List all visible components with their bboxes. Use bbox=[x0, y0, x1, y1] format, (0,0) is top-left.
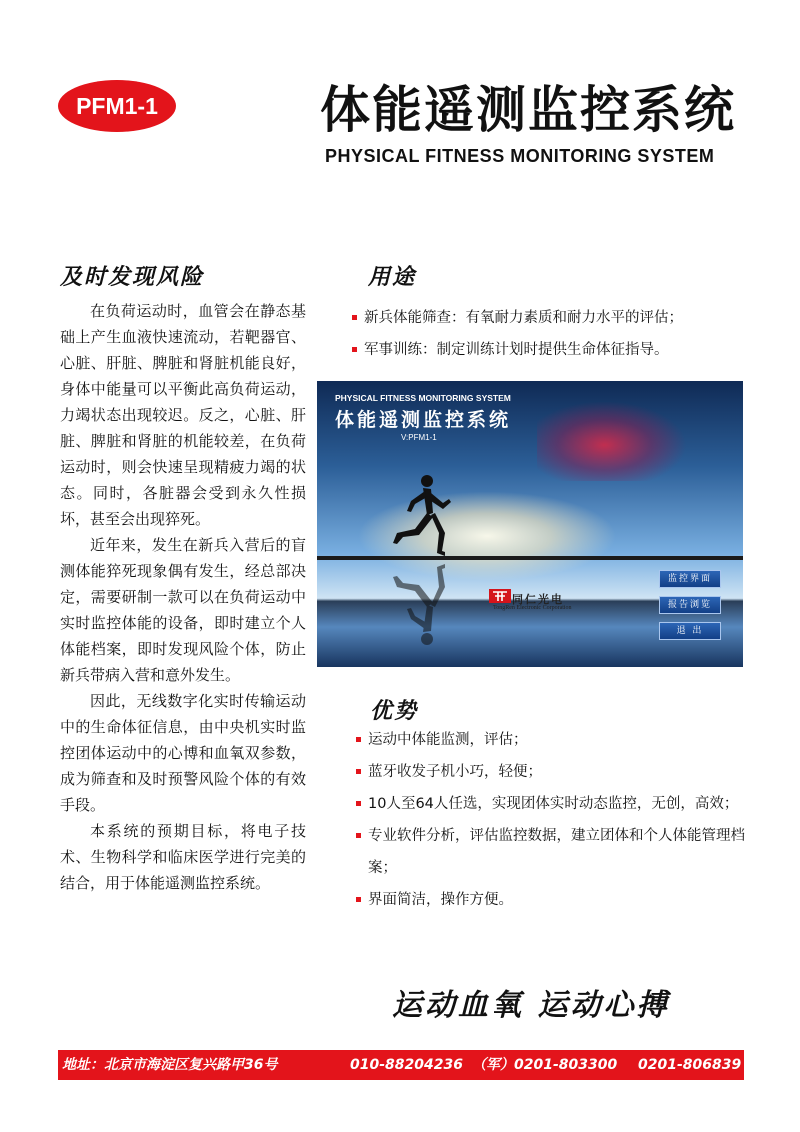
hero-title-en: PHYSICAL FITNESS MONITORING SYSTEM bbox=[335, 393, 511, 403]
page-title: 体能遥测监控系统 bbox=[320, 81, 736, 139]
list-item bbox=[356, 756, 746, 788]
exit-button[interactable]: 退 出 bbox=[659, 622, 721, 640]
uses-item-text: 新兵体能筛查：有氧耐力素质和耐力水平的评估； bbox=[364, 310, 683, 326]
page-subtitle: PHYSICAL FITNESS MONITORING SYSTEM bbox=[325, 146, 715, 166]
bullet-square-icon bbox=[352, 347, 357, 352]
advantage-item-text: 运动中体能监测，评估； bbox=[368, 732, 528, 748]
list-item bbox=[356, 724, 746, 756]
bullet-square-icon bbox=[356, 801, 361, 806]
risk-paragraph: 近年来，发生在新兵入营后的盲测体能猝死现象偶有发生，经总部决定，需要研制一款可以在负荷运动中实时监控体能的设备，即时建立个人体能档案，即时发现风险个体，防止新兵带病入营和意外发生。 bbox=[60, 536, 306, 684]
bullet-square-icon bbox=[356, 833, 361, 838]
uses-list bbox=[352, 302, 752, 366]
list-item bbox=[352, 302, 752, 334]
uses-item-text: 军事训练：制定训练计划时提供生命体征指导。 bbox=[364, 342, 669, 358]
red-cloud bbox=[537, 401, 687, 481]
slogan: 运动血氧 运动心搏 bbox=[392, 988, 670, 1023]
software-screenshot bbox=[317, 381, 743, 667]
runner-silhouette-icon bbox=[387, 473, 457, 559]
footer-bar bbox=[58, 1050, 744, 1080]
footer-phone-military: （军）0201-803300 bbox=[472, 1057, 618, 1073]
advantage-item-text: 10人至64人任选，实现团体实时动态监控，无创，高效； bbox=[368, 796, 739, 812]
list-item bbox=[356, 884, 746, 916]
risk-heading: 及时发现风险 bbox=[60, 265, 205, 290]
risk-paragraph: 本系统的预期目标，将电子技术、生物科学和临床医学进行完美的结合，用于体能遥测监控系统。 bbox=[60, 822, 306, 892]
footer-phone: 010-88204236 bbox=[350, 1057, 463, 1073]
advantage-item-text: 专业软件分析，评估监控数据，建立团体和个人体能管理档案； bbox=[368, 828, 745, 876]
risk-paragraph: 因此，无线数字化实时传输运动中的生命体征信息，由中央机实时监控团体运动中的心博和血氧双参数，成为筛查和及时预警风险个体的有效手段。 bbox=[60, 692, 306, 814]
monitor-interface-button[interactable]: 监控界面 bbox=[659, 570, 721, 588]
footer-address: 地址：北京市海淀区复兴路甲36号 bbox=[62, 1057, 278, 1073]
advantages-heading: 优势 bbox=[370, 699, 419, 724]
advantage-item-text: 蓝牙收发子机小巧，轻便； bbox=[368, 764, 542, 780]
company-name-en: TongRen Electronic Corporation bbox=[493, 605, 572, 611]
model-badge: PFM1-1 bbox=[58, 80, 176, 132]
bullet-square-icon bbox=[356, 769, 361, 774]
advantages-list bbox=[356, 724, 746, 916]
horizon-line bbox=[317, 556, 743, 560]
list-item bbox=[356, 820, 746, 884]
risk-text bbox=[60, 298, 306, 896]
bullet-square-icon bbox=[356, 737, 361, 742]
footer-phone: 0201-806839 bbox=[638, 1057, 742, 1073]
advantage-item-text: 界面简洁，操作方便。 bbox=[368, 892, 513, 908]
bullet-square-icon bbox=[352, 315, 357, 320]
company-logo-icon bbox=[489, 589, 511, 603]
risk-paragraph: 在负荷运动时，血管会在静态基础上产生血液快速流动，若靶器官、心脏、肝脏、脾脏和肾脏机能良好，身体中能量可以平衡此高负荷运动，力竭状态出现较迟。反之，心脏、肝脏、脾脏和肾脏的机能较差，在负荷运动时，则会快速呈现精疲力竭的状态。同时，各脏器会受到永久性损坏，甚至会出现猝死。 bbox=[60, 302, 306, 528]
company-name-cn: 同仁光电 bbox=[512, 593, 564, 606]
runner-reflection-icon bbox=[387, 561, 457, 647]
bullet-square-icon bbox=[356, 897, 361, 902]
list-item bbox=[356, 788, 746, 820]
report-browse-button[interactable]: 报告浏览 bbox=[659, 596, 721, 614]
hero-version: V:PFM1-1 bbox=[401, 433, 437, 442]
hero-title-cn: 体能遥测监控系统 bbox=[335, 409, 512, 431]
list-item bbox=[352, 334, 752, 366]
uses-heading: 用途 bbox=[368, 265, 417, 290]
